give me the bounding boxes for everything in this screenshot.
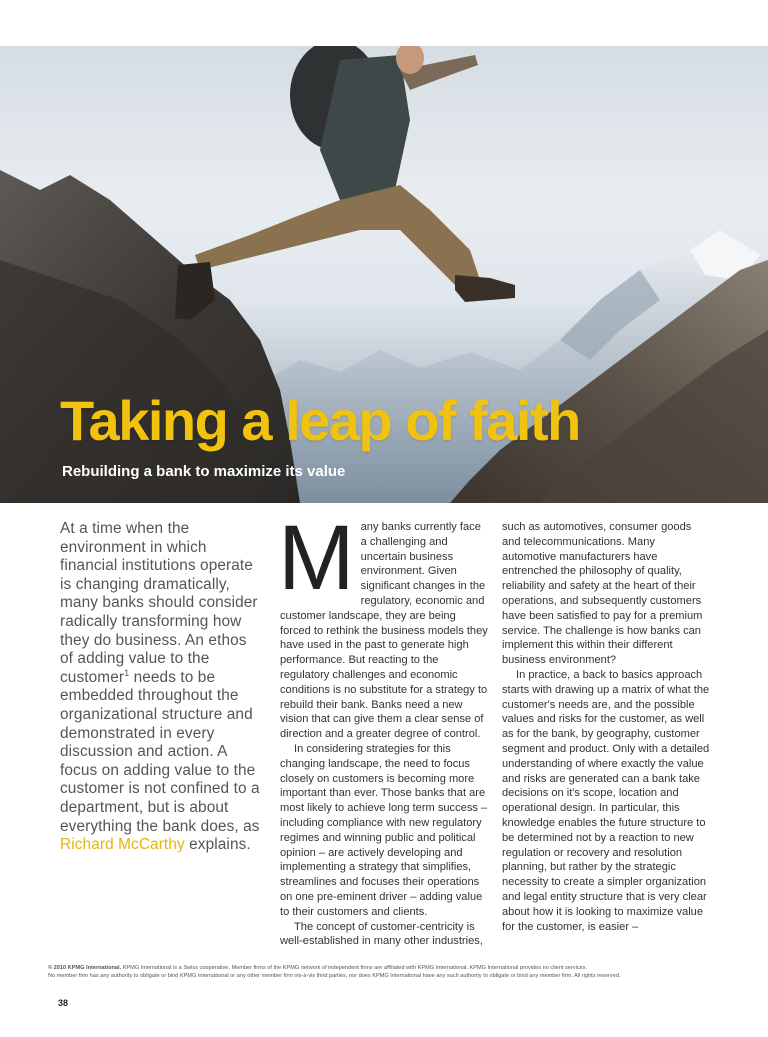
- page-number: 38: [58, 998, 69, 1008]
- legal-line-1: KPMG International is a Swiss cooperative. Member firms of the KPMG network of independent firms are affiliated with KPMG International. KPMG International provides no client services.: [121, 965, 588, 971]
- body-column-2: [502, 520, 710, 934]
- article-title: Taking a leap of faith: [60, 389, 580, 452]
- copyright: © 2010 KPMG International.: [48, 965, 122, 971]
- legal-footer: [48, 964, 738, 981]
- intro-text: At a time when the environment in which financial institutions operate is changing dramatically, many banks should consider radically transforming how they do business. An ethos of adding value to the customer: [60, 520, 258, 686]
- legal-line-2: No member firm has any authority to obligate or bind KPMG International or any other member firm vis-à-vis third parties, nor does KPMG International have any such authority to obligate or bind any member firm. All rights reserved.: [48, 973, 621, 980]
- header-band: [0, 0, 768, 46]
- article-subtitle: Rebuilding a bank to maximize its value: [62, 463, 346, 480]
- intro-closing: explains.: [184, 836, 251, 854]
- body-paragraph: The concept of customer-centricity is well-established in many other industries,: [280, 920, 483, 948]
- jumper-figure: [175, 0, 515, 320]
- footnote-marker: 1: [124, 667, 130, 678]
- body-paragraph: such as automotives, consumer goods and telecommunications. Many automotive manufacturers have entrenched the philosophy of quality, reliability and safety at the heart of their operations, and subsequently customers have been satisfied to pay for a premium service. The challenge is how banks can implement this within their different business environment?: [502, 521, 703, 667]
- drop-cap: M: [278, 507, 355, 609]
- intro-standfirst: [60, 520, 262, 855]
- intro-text-cont: needs to be embedded throughout the organizational structure and demonstrated in every discussion and action. A focus on adding value to the customer is not confined to a department, but is about everything the bank does, as: [60, 668, 260, 835]
- body-paragraph: In practice, a back to basics approach starts with drawing up a matrix of what the customer's needs are, and the possible values and risks for the customer, as well as for the bank, by geography, customer segment and product. Only with a detailed understanding of where exactly the value and risks are generated can a bank take decisions on it's scope, location and operational design. In particular, this knowledge enables the future structure to be determined not by a reaction to new regulation or recovery and resolution planning, but rather by the strategic necessity to create a simpler organization and legal entity structure that is very clear about how it is looking to maximize value for the customer, is easier –: [502, 668, 710, 933]
- body-column-1: [278, 507, 488, 949]
- body-paragraph: any banks currently face a challenging and uncertain business environment. Given significant changes in the regulatory, economic and customer landscape, they are being forced to rethink the business models they have used in the past to generate high performance. But reacting to the regulatory challenges and economic conditions is no substitute for a strategy to rebuild their bank. Banks need a new vision that can give them a clear sense of direction and a greater degree of control.: [280, 521, 488, 741]
- body-paragraph: In considering strategies for this changing landscape, the need to focus closely on customers is becoming more important than ever. Those banks that are most likely to achieve long term success – including compliance with new regulatory regimes and winning public and political opinion – are actively developing and implementing a strategy that simplifies, streamlines and focuses their operations on one pre-eminent driver – adding value to their customers and clients.: [280, 742, 488, 918]
- author-name: Richard McCarthy: [60, 836, 185, 854]
